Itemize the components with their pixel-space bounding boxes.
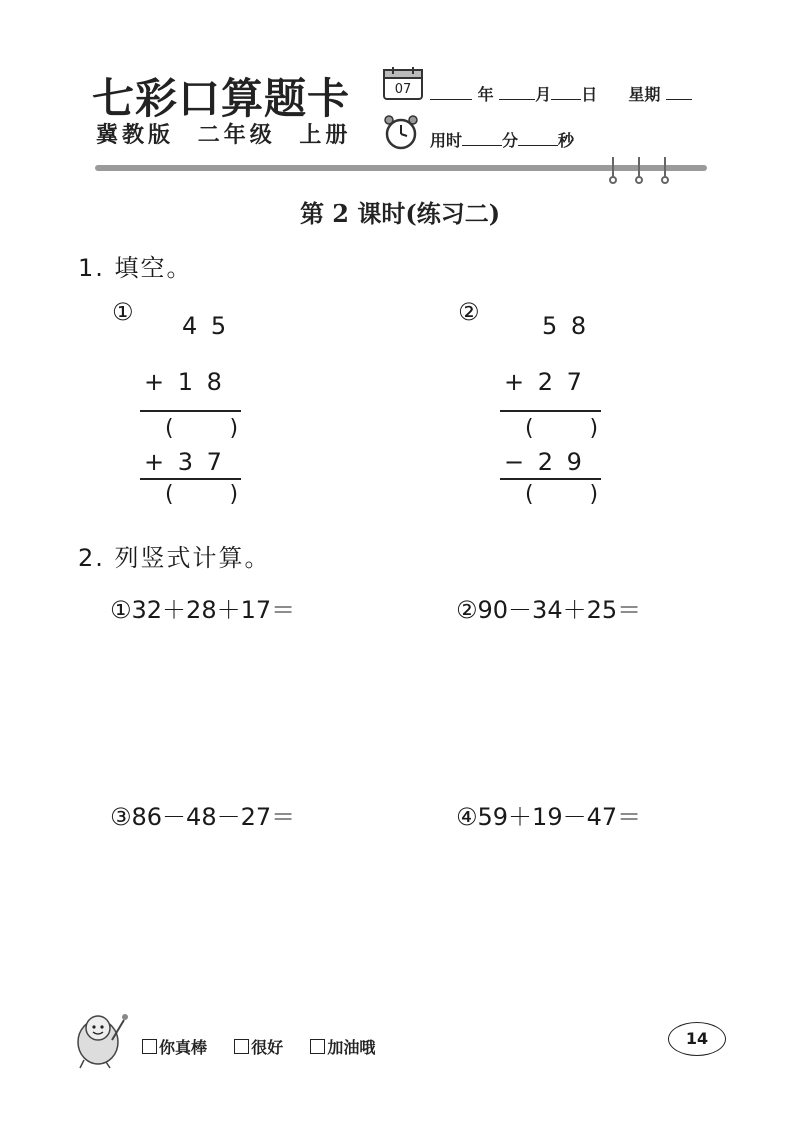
seconds-label: 秒 [558,131,575,150]
weekday-label: 星期 [628,85,661,104]
q1-item2-line2 [500,478,601,480]
q1-item1-op1: + 1 8 [144,368,222,396]
q2-expression-3: ③86－48－27＝ [110,803,296,831]
edition-label: 冀教版 [96,123,175,148]
q1-heading: 1. 填空。 [78,254,193,282]
q1-item2-answer2[interactable]: ( ) [525,482,599,507]
minutes-label: 分 [502,131,519,150]
book-info [96,118,351,149]
q1-item2-top: 5 8 [542,312,587,340]
time-line [430,128,574,151]
minutes-blank[interactable] [462,145,502,146]
rating-option-great[interactable]: 你真棒 [142,1038,207,1057]
checkbox-icon [142,1039,157,1054]
q1-item2-marker: ② [458,298,480,326]
year-blank[interactable] [430,99,472,100]
seconds-blank[interactable] [518,145,558,146]
q1-item1-op2: + 3 7 [144,448,222,476]
q2-expression-2: ②90－34＋25＝ [456,596,642,624]
checkbox-icon [310,1039,325,1054]
q1-item2-line1 [500,410,601,412]
day-blank[interactable] [551,99,581,100]
q1-item1-marker: ① [112,298,134,326]
self-rating-options [142,1035,375,1058]
time-used-label: 用时 [430,131,463,150]
calendar-icon [383,66,423,100]
weekday-blank[interactable] [666,99,692,100]
checkbox-icon [234,1039,249,1054]
month-blank[interactable] [499,99,535,100]
brand-title: 七彩口算题卡 [92,74,351,123]
binder-rings-icon [605,155,675,185]
q1-item2-op1: + 2 7 [504,368,582,396]
rating-option-good[interactable]: 很好 [234,1038,283,1057]
calendar-day: 07 [394,82,412,97]
year-label: 年 [477,85,494,104]
rating-option-keep-going[interactable]: 加油哦 [310,1038,375,1057]
month-label: 月 [535,85,552,104]
lesson-title: 第 2 课时(练习二) [299,199,501,228]
day-label: 日 [581,85,598,104]
q1-item1-top: 4 5 [182,312,227,340]
q2-expression-1: ①32＋28＋17＝ [110,596,296,624]
q1-item1-answer1[interactable]: ( ) [165,416,239,441]
mascot-illustration [72,1004,134,1070]
alarm-clock-icon [383,114,419,150]
q1-item1-line2 [140,478,241,480]
date-line [430,82,692,105]
q1-item1-line1 [140,410,241,412]
volume-label: 上册 [299,123,352,148]
page-number: 14 [668,1022,726,1056]
q2-expression-4: ④59＋19－47＝ [456,803,642,831]
q2-heading: 2. 列竖式计算。 [78,544,271,572]
q1-item1-answer2[interactable]: ( ) [165,482,239,507]
q1-item2-answer1[interactable]: ( ) [525,416,599,441]
q1-item2-op2: − 2 9 [504,448,582,476]
grade-label: 二年级 [197,123,276,148]
